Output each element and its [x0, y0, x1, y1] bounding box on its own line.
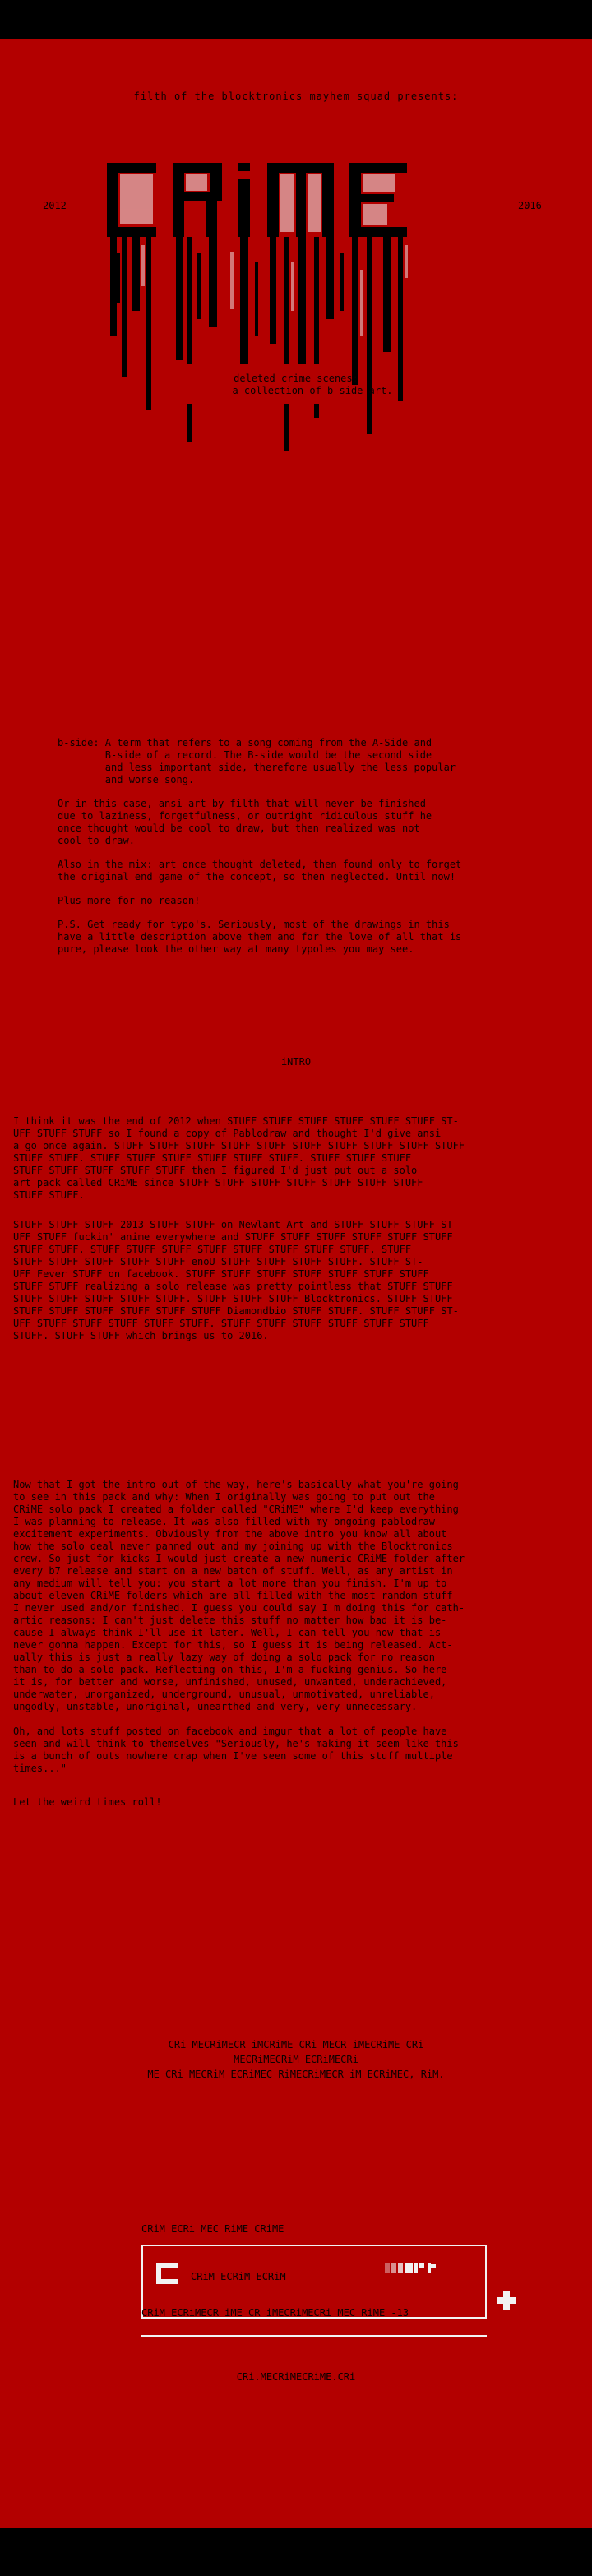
intro-heading: iNTRO — [280, 1056, 312, 1068]
bside-paragraph-2: Or in this case, ansi art by filth that will never be finished due to laziness, forgetfulness, or outright ridiculous stuff he once thought would be cool to draw, but then realized was not cool to draw. — [58, 798, 432, 846]
footer-box-row-1: CRiM ECRiM ECRiM — [191, 2271, 286, 2282]
bside-definition: b-side: A term that refers to a song coming from the A-Side and B-side of a record. The B-side would be the second side and less important side, therefore usually the less popular and worse song. — [58, 737, 456, 785]
crime-logo — [99, 146, 493, 533]
plus-icon — [497, 2291, 516, 2310]
footer-box-heading: CRiM ECRi MEC RiME CRiME — [141, 2223, 284, 2235]
year-right: 2016 — [518, 200, 542, 211]
top-black-bar — [0, 0, 592, 39]
caption-line-2: a collection of b-side art. — [232, 385, 393, 396]
signature-line-3: ME CRi MECRiM ECRiMEC RiMECRiMECR iM ECRiMEC, RiM. — [147, 2069, 445, 2080]
pixel-ornament-icon — [385, 2261, 442, 2274]
bside-paragraph-5: P.S. Get ready for typo's. Seriously, most of the drawings in this have a little description above them and for the love of all that is pure, please look the other way at many typoles you may see. — [58, 919, 462, 955]
bottom-black-bar — [0, 2528, 592, 2576]
presents-line: filth of the blocktronics mayhem squad presents: — [133, 90, 459, 102]
intro-paragraph-1: I think it was the end of 2012 when STUFF STUFF STUFF STUFF STUFF STUFF ST- UFF STUFF STUFF so I found a copy of Pablodraw and thought I'd give ansi a go once again. STUFF STUFF STUFF STUFF STUFF STUFF STUFF STUFF STUFF STUFF STUFF STUFF. STUFF STUFF STUFF STUFF STUFF STUFF. STUFF STUFF STUFF STUFF STUFF STUFF STUFF STUFF then I figured I'd just put out a solo art pack called CRiME since STUFF STUFF STUFF STUFF STUFF STUFF STUFF STUFF STUFF. — [13, 1115, 465, 1201]
big-c-icon — [153, 2259, 181, 2287]
year-left: 2012 — [43, 200, 67, 211]
bside-paragraph-4: Plus more for no reason! — [58, 895, 201, 906]
intro-paragraph-3: Now that I got the intro out of the way, here's basically what you're going to see in this pack and why: When I originally was going to put out the CRiME solo pack I created a folder called "CRiME" where I'd keep everything I was planning to release. It was also filled with my ongoing pablodraw excitement experiments. Obviously from the above intro you know all about how the solo deal never panned out and my joining up with the Blocktronics crew. So just for kicks I would just create a new numeric CRiME folder after every b7 release and start on a new batch of stuff. Well, as any artist in any medium will tell you: you start a lot more than you finish. I'm up to about eleven CRiME folders which are all filled with the most random stuff I never used and/or finished. I guess you could say I'm doing this for cath- artic reasons: I can't just delete this stuff no matter how bad it is be- cause I always think I'll use it later. Well, I can tell you now that is never gonna happen. Except for this, so I guess it is being released. Act- ually this is just a really lazy way of doing a solo pack for no reason than to do a solo pack. Reflecting on this, I'm a fucking genius. So here it is, for better and worse, unfinished, unused, unwanted, underachieved, underwater, unorganized, underground, unusual, unmotivated, unreliable, ungodly, unstable, unoriginal, unearthed and very, very unnecessary. — [13, 1479, 465, 1712]
ansi-page — [0, 39, 592, 2528]
footer-box-bottom-line — [141, 2335, 487, 2337]
footer-url: CRi.MECRiMECRiME.CRi — [236, 2371, 356, 2383]
intro-paragraph-4: Oh, and lots stuff posted on facebook and imgur that a lot of people have seen and will think to themselves "Seriously, he's making it seem like this is a bunch of outs nowhere crap when I've seen some of this stuff multiple times..." — [13, 1726, 459, 1774]
intro-paragraph-5: Let the weird times roll! — [13, 1796, 162, 1808]
bside-paragraph-3: Also in the mix: art once thought deleted, then found only to forget the original end game of the concept, so then neglected. Until now! — [58, 859, 462, 883]
crime-logo-graphic — [99, 146, 493, 533]
footer-box-row-2: CRiM ECRiMECR iME CR iMECRiMECRi MEC RiME -13 — [141, 2307, 409, 2319]
signature-line-1: CRi MECRiMECR iMCRiME CRi MECR iMECRiME CRi — [168, 2039, 424, 2050]
signature-line-2: MECRiMECRiM ECRiMECRi — [234, 2054, 358, 2065]
logo-caption — [0, 373, 592, 397]
footer-box — [141, 2223, 487, 2371]
bside-section — [58, 737, 551, 967]
intro-paragraph-2: STUFF STUFF STUFF 2013 STUFF STUFF on Newlant Art and STUFF STUFF STUFF ST- UFF STUFF fuckin' anime everywhere and STUFF STUFF STUFF STUFF STUFF STUFF STUFF STUFF. STUFF STUFF STUFF STUFF STUFF STUFF STUFF STUFF. STUFF STUFF STUFF STUFF STUFF STUFF enoU STUFF STUFF STUFF STUFF. STUFF ST- UFF Fever STUFF on facebook. STUFF STUFF STUFF STUFF STUFF STUFF STUFF STUFF STUFF realizing a solo release was pretty pointless that STUFF STUFF STUFF STUFF STUFF STUFF STUFF. STUFF STUFF STUFF Blocktronics. STUFF STUFF STUFF STUFF STUFF STUFF STUFF STUFF Diamondbio STUFF STUFF. STUFF STUFF ST- UFF STUFF STUFF STUFF STUFF STUFF. STUFF STUFF STUFF STUFF STUFF STUFF STUFF. STUFF STUFF which brings us to 2016. — [13, 1219, 459, 1341]
caption-line-1: deleted crime scenes: — [234, 373, 358, 384]
